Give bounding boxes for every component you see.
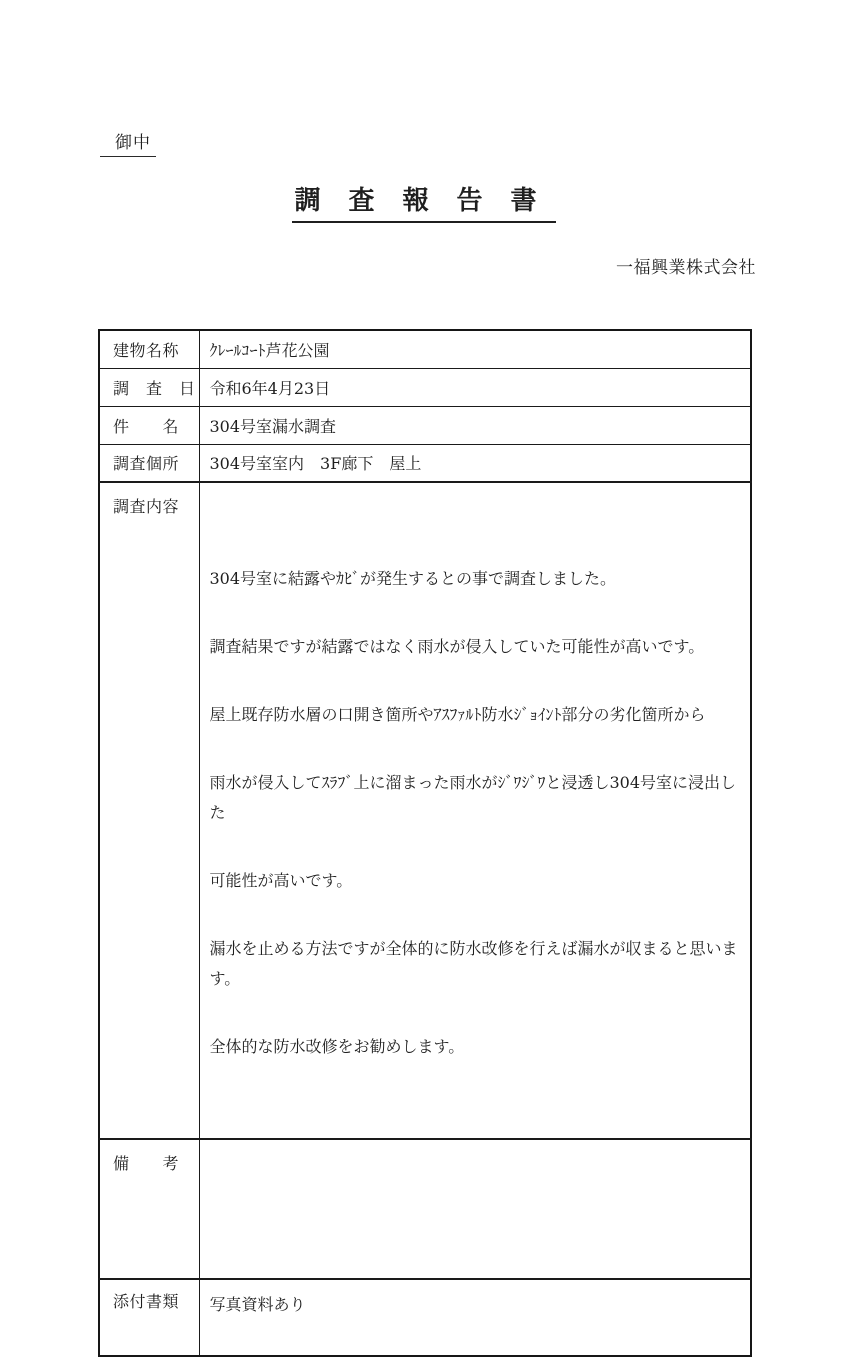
row-label-text: 備 考 (113, 1154, 180, 1173)
content-line: 304号室に結露やｶﾋﾞが発生するとの事で調査しました。 (209, 569, 617, 588)
row-label (99, 444, 199, 482)
row-value (199, 1279, 751, 1356)
row-value-text: 令和6年4月23日 (209, 378, 331, 398)
report-title-row (0, 180, 848, 223)
row-label (99, 330, 199, 368)
row-value (199, 444, 751, 482)
row-label (99, 1279, 199, 1356)
company-name: 一福興業株式会社 (616, 258, 756, 278)
row-value (199, 1139, 751, 1279)
report-table (98, 329, 752, 1357)
table-row-attachments (99, 1279, 751, 1356)
report-title: 調 査 報 告 書 (292, 180, 555, 223)
row-label-text: 調 査 日 (113, 378, 196, 398)
row-value (199, 368, 751, 406)
table-row-remarks (99, 1139, 751, 1279)
row-value-text: 304号室漏水調査 (209, 416, 337, 436)
table-row-survey-details (99, 482, 751, 1139)
recipient-line (100, 128, 156, 157)
content-line: 雨水が侵入してｽﾗﾌﾞ上に溜まった雨水がｼﾞﾜｼﾞﾜと浸透し304号室に浸出した (209, 773, 737, 822)
row-value-text: ｸﾚｰﾙｺｰﾄ芦花公園 (209, 340, 330, 360)
table-row-survey-date (99, 368, 751, 406)
row-value (199, 330, 751, 368)
row-value (199, 482, 751, 1139)
row-label-text: 建物名称 (113, 340, 180, 360)
row-label (99, 482, 199, 1139)
row-label-text: 件 名 (113, 416, 180, 436)
recipient-honorific: 御中 (115, 133, 151, 153)
row-value-text: 304号室室内 3F廊下 屋上 (209, 454, 422, 474)
table-row-subject (99, 406, 751, 444)
content-line: 可能性が高いです。 (209, 871, 353, 890)
row-label-text: 調査個所 (113, 454, 180, 474)
content-line: 漏水を止める方法ですが全体的に防水改修を行えば漏水が収まると思います。 (209, 939, 738, 988)
row-label-text: 調査内容 (113, 497, 180, 516)
survey-details-text (210, 521, 747, 1100)
row-label (99, 406, 199, 444)
table-row-building-name (99, 330, 751, 368)
recipient-underline (100, 128, 156, 157)
row-label (99, 1139, 199, 1279)
content-line: 全体的な防水改修をお勧めします。 (209, 1037, 465, 1056)
row-value-text: 写真資料あり (209, 1295, 306, 1314)
row-label (99, 368, 199, 406)
table-row-survey-location (99, 444, 751, 482)
row-label-text: 添付書類 (113, 1292, 180, 1311)
content-line: 屋上既存防水層の口開き箇所やｱｽﾌｧﾙﾄ防水ｼﾞｮｲﾝﾄ部分の劣化箇所から (209, 705, 706, 724)
row-value (199, 406, 751, 444)
content-line: 調査結果ですが結露ではなく雨水が侵入していた可能性が高いです。 (209, 637, 705, 656)
